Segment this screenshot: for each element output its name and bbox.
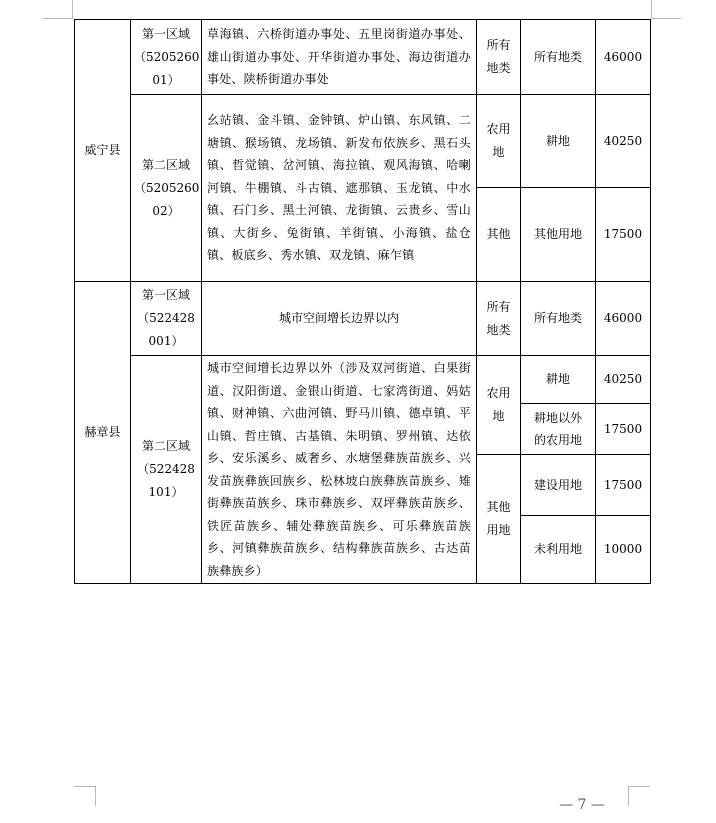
zone-code-line: （522428: [137, 311, 195, 325]
price-cell: 40250: [596, 356, 651, 404]
zone-cell: [131, 20, 202, 95]
price-cell: 17500: [596, 188, 651, 282]
county-cell: 威宁县: [75, 20, 131, 282]
land-use-cell: [477, 356, 521, 455]
price-cell: 17500: [596, 404, 651, 455]
page-number: — 7 —: [559, 797, 605, 813]
land-use-text: 所有地类: [486, 299, 511, 337]
towns-cell: 草海镇、六桥街道办事处、五里岗街道办事处、雄山街道办事处、开华街道办事处、海边街道办事处、陕桥街道办事处: [202, 20, 477, 95]
price-cell: 10000: [596, 516, 651, 584]
table-row: [75, 356, 651, 404]
land-use-cell: 其他: [477, 188, 521, 282]
land-class-text: 耕地以外的农用地: [533, 411, 582, 447]
land-use-text: 农用地: [486, 386, 511, 423]
zone-cell: [131, 95, 202, 282]
land-use-text: 所有地类: [486, 38, 511, 75]
land-class-cell: 其他用地: [521, 188, 596, 282]
land-use-cell: [477, 282, 521, 356]
land-class-cell: 未利用地: [521, 516, 596, 584]
land-use-cell: [477, 95, 521, 188]
land-class-cell: 耕地: [521, 356, 596, 404]
price-cell: 46000: [596, 20, 651, 95]
land-price-table: [74, 19, 651, 584]
zone-code-line: 001）: [148, 334, 184, 348]
zone-code-line: 02）: [152, 203, 180, 218]
zone-code-line: （5205260: [134, 49, 200, 64]
zone-cell: [131, 356, 202, 584]
table-row: [75, 20, 651, 95]
table-row: [75, 282, 651, 356]
table-row: [75, 95, 651, 188]
zone-label: 第一区域: [141, 288, 190, 302]
zone-code-line: 101）: [148, 485, 184, 499]
towns-cell: 城市空间增长边界以外（涉及双河街道、白果街道、汉阳街道、金银山街道、七家湾街道、妈姑镇、财神镇、六曲河镇、野马川镇、德卓镇、平山镇、哲庄镇、古基镇、朱明镇、罗州镇、达依乡、安乐溪乡、威奢乡、水塘堡彝族苗族乡、兴发苗族彝族回族乡、松林坡白族彝族苗族乡、雉街彝族苗族乡、珠市彝族乡、双坪彝族苗族乡、铁匠苗族乡、辅处彝族苗族乡、可乐彝族苗族乡、河镇彝族苗族乡、结构彝族苗族乡、古达苗族彝族乡）: [202, 356, 477, 584]
zone-label: 第二区域: [141, 157, 190, 172]
zone-code-line: （5205260: [134, 180, 200, 195]
towns-cell: 城市空间增长边界以内: [202, 282, 477, 356]
land-class-cell: 建设用地: [521, 455, 596, 516]
zone-label: 第二区域: [141, 439, 190, 453]
zone-cell: [131, 282, 202, 356]
price-cell: 40250: [596, 95, 651, 188]
towns-cell: 幺站镇、金斗镇、金钟镇、炉山镇、东风镇、二塘镇、猴场镇、龙场镇、新发布依族乡、黑石头镇、哲觉镇、岔河镇、海拉镇、观风海镇、哈喇河镇、牛棚镇、斗古镇、遮那镇、玉龙镇、中水镇、石门乡、黑土河镇、龙街镇、云贵乡、雪山镇、大街乡、兔街镇、羊街镇、小海镇、盐仓镇、板底乡、秀水镇、双龙镇、麻乍镇: [202, 95, 477, 282]
land-use-text: 农用地: [486, 122, 511, 159]
land-class-cell: 所有地类: [521, 20, 596, 95]
zone-code-line: 01）: [152, 72, 180, 87]
land-use-cell: [477, 455, 521, 584]
land-class-cell: 所有地类: [521, 282, 596, 356]
land-class-cell: [521, 404, 596, 455]
land-use-cell: [477, 20, 521, 95]
zone-code-line: （522428: [137, 462, 195, 476]
county-cell: 赫章县: [75, 282, 131, 584]
price-cell: 46000: [596, 282, 651, 356]
zone-label: 第一区域: [141, 26, 190, 41]
price-cell: 17500: [596, 455, 651, 516]
land-use-text: 其他用地: [486, 500, 511, 537]
land-class-cell: 耕地: [521, 95, 596, 188]
